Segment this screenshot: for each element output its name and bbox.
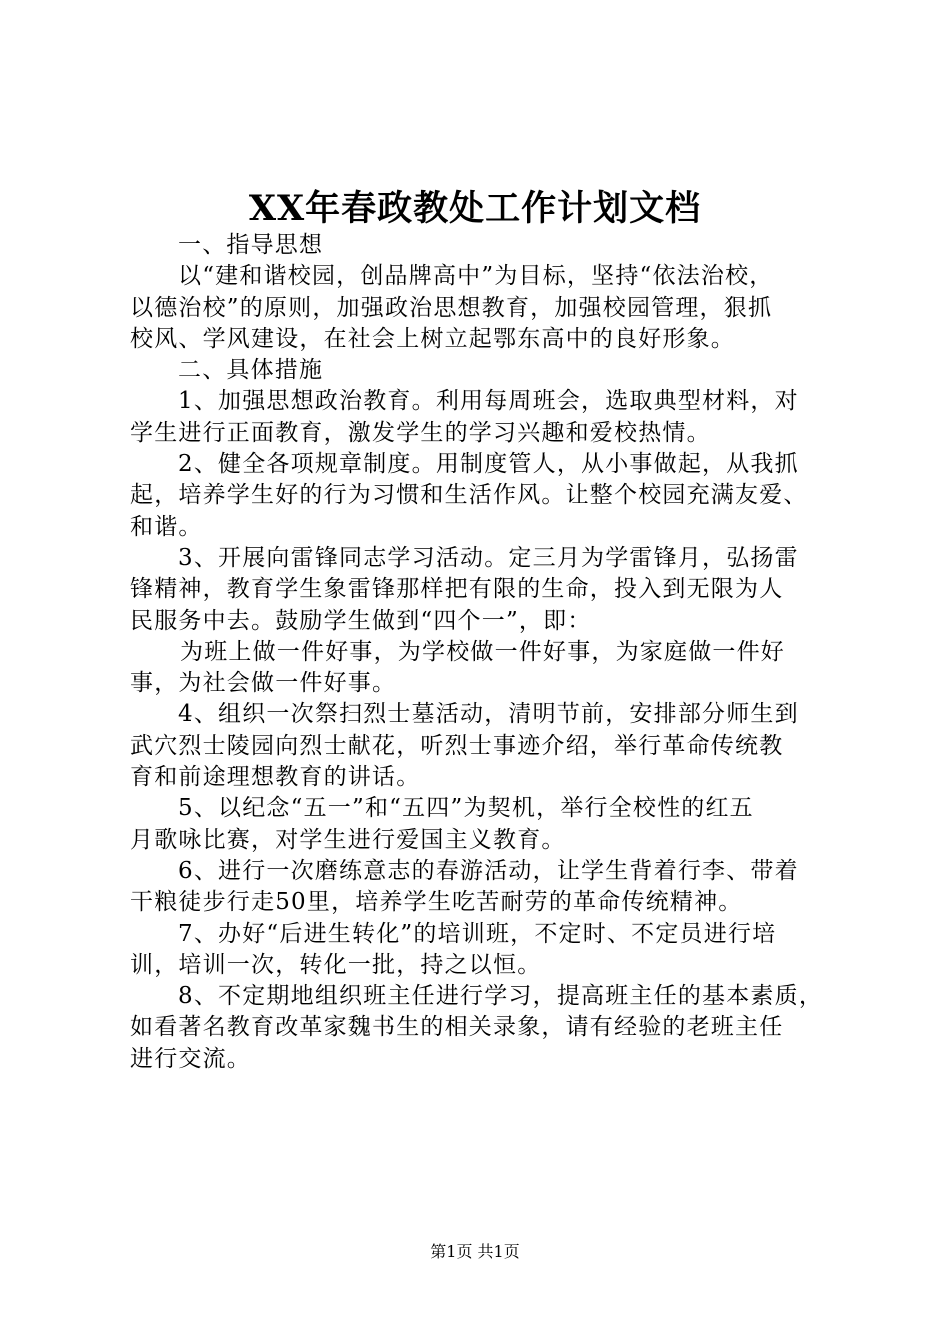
body-line: 和谐。	[130, 513, 203, 540]
body-line: 武穴烈士陵园向烈士献花，听烈士事迹介绍，举行革命传统教	[130, 732, 784, 759]
body-line: 进行交流。	[130, 1045, 251, 1072]
body-line: 干粮徒步行走50里，培养学生吃苦耐劳的革命传统精神。	[130, 889, 743, 916]
body-line: 训，培训一次，转化一批，持之以恒。	[130, 951, 542, 978]
body-line: 8、不定期地组织班主任进行学习，提高班主任的基本素质，	[178, 983, 824, 1010]
body-line: 民服务中去。鼓励学生做到“四个一”，即：	[130, 607, 592, 634]
body-line: 如看著名教育改革家魏书生的相关录象，请有经验的老班主任	[130, 1014, 784, 1041]
page-footer: 第1页 共1页	[430, 1242, 520, 1261]
body-line: 4、组织一次祭扫烈士墓活动，清明节前，安排部分师生到	[178, 701, 799, 728]
body-line: 2、健全各项规章制度。用制度管人，从小事做起，从我抓	[178, 451, 799, 478]
body-line: 锋精神，教育学生象雷锋那样把有限的生命，投入到无限为人	[130, 576, 784, 603]
body-line: 以“建和谐校园，创品牌高中”为目标，坚持“依法治校，	[178, 263, 774, 290]
body-line: 月歌咏比赛，对学生进行爱国主义教育。	[130, 826, 566, 853]
body-line: 育和前途理想教育的讲话。	[130, 764, 421, 791]
body-line: 校风、学风建设，在社会上树立起鄂东高中的良好形象。	[130, 325, 735, 352]
body-line: 1、加强思想政治教育。利用每周班会，选取典型材料，对	[178, 388, 799, 415]
body-line: 7、办好“后进生转化”的培训班，不定时、不定员进行培	[178, 920, 777, 947]
body-line: 为班上做一件好事，为学校做一件好事，为家庭做一件好	[180, 638, 785, 665]
body-line: 5、以纪念“五一”和“五四”为契机，举行全校性的红五	[178, 795, 754, 822]
body-line: 起，培养学生好的行为习惯和生活作风。让整个校园充满友爱、	[130, 482, 808, 509]
body-line: 以德治校”的原则，加强政治思想教育，加强校园管理，狠抓	[130, 294, 773, 321]
document-title: XX年春政教处工作计划文档	[248, 188, 702, 229]
body-line: 3、开展向雷锋同志学习活动。定三月为学雷锋月，弘扬雷	[178, 544, 799, 571]
body-line: 二、具体措施	[178, 357, 324, 384]
body-line: 一、指导思想	[178, 232, 324, 258]
body-line: 学生进行正面教育，激发学生的学习兴趣和爱校热情。	[130, 419, 711, 446]
body-line: 事，为社会做一件好事。	[130, 670, 397, 697]
body-line: 6、进行一次磨练意志的春游活动，让学生背着行李、带着	[178, 857, 799, 884]
document-body	[130, 230, 830, 1075]
